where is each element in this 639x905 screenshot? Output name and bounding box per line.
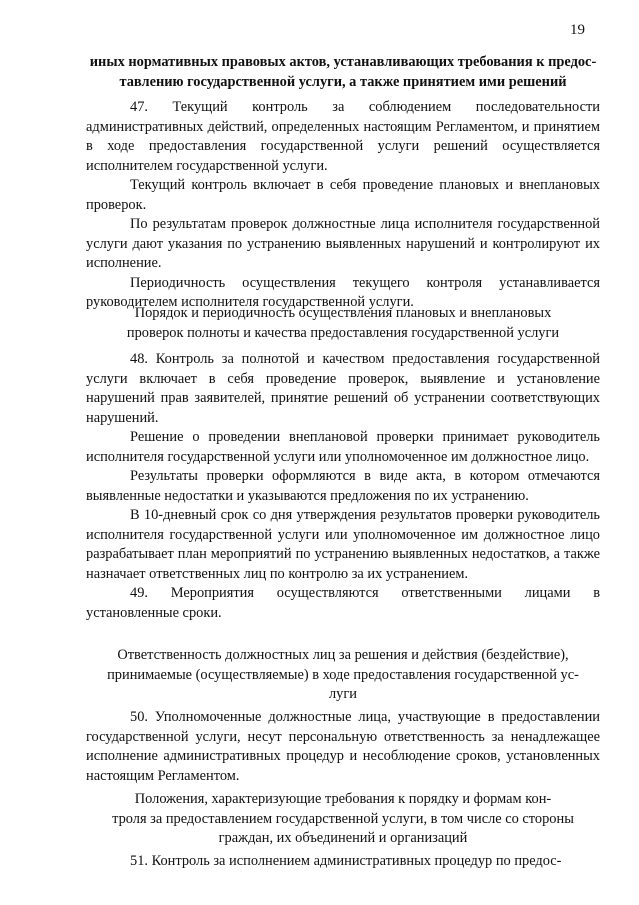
paragraph: Текущий контроль включает в себя проведение плановых и внеплановых проверок. bbox=[86, 177, 600, 213]
section-heading bbox=[86, 790, 600, 849]
section-47 bbox=[86, 98, 600, 313]
paragraph: 50. Уполномоченные должностные лица, участвующие в предоставлении государственной услуги, несут персональную ответственность за ненадлежащее исполнение административных процедур и несоблюдение сроков, установленных настоящим Регламентом. bbox=[86, 709, 600, 784]
continuation-line: тавлению государственной услуги, а также принятием ими решений bbox=[119, 73, 567, 90]
paragraph: В 10-дневный срок со дня утверждения результатов проверки руководитель исполнителя государственной услуги или уполномоченное им должностное лицо разрабатывает план мероприятий по устранению выявленных недостатков, а также назначает ответственных лиц по контролю за их устранением. bbox=[86, 507, 600, 582]
heading-line: проверок полноты и качества предоставления государственной услуги bbox=[126, 324, 560, 341]
paragraph: Результаты проверки оформляются в виде акта, в котором отмечаются выявленные недостатки и указываются предложения по их устранению. bbox=[86, 468, 600, 504]
section-heading bbox=[86, 304, 600, 343]
section-50 bbox=[86, 708, 600, 786]
paragraph: 47. Текущий контроль за соблюдением последовательности административных действий, определенных настоящим Регламентом, и принятием в ходе предоставления государственной услуги решений осуществляется исполнителем государственной услуги. bbox=[86, 99, 600, 174]
paragraph: Решение о проведении внеплановой проверки принимает руководитель исполнителя государственной услуги или уполномоченное им должностное лицо. bbox=[86, 429, 600, 465]
heading-line: Ответственность должностных лиц за решения и действия (бездействие), bbox=[117, 647, 569, 663]
paragraph: Периодичность осуществления текущего контроля устанавливается руководителем исполнителя государственной услуги. bbox=[86, 274, 600, 310]
page-number: 19 bbox=[570, 22, 585, 38]
continuation-line: иных нормативных правовых актов, устанавливающих требования к предос- bbox=[89, 54, 597, 70]
paragraph: По результатам проверок должностные лица исполнителя государственной услуги дают указания по устранению выявленных нарушений и контролируют их исполнение. bbox=[86, 216, 600, 271]
heading-line: принимаемые (осуществляемые) в ходе предоставления государственной ус- bbox=[107, 666, 579, 683]
continuation-text bbox=[86, 53, 600, 92]
heading-line: Порядок и периодичность осуществления плановых и внеплановых bbox=[134, 305, 552, 321]
paragraph: 51. Контроль за исполнением административных процедур по предос- bbox=[130, 853, 562, 869]
section-51 bbox=[86, 852, 600, 872]
heading-line: луги bbox=[329, 686, 357, 702]
heading-line: Положения, характеризующие требования к порядку и формам кон- bbox=[134, 791, 552, 807]
heading-line: граждан, их объединений и организаций bbox=[218, 830, 468, 846]
heading-line: троля за предоставлением государственной услуги, в том числе со стороны bbox=[112, 810, 574, 827]
section-heading bbox=[86, 646, 600, 705]
section-48 bbox=[86, 350, 600, 623]
paragraph: 49. Мероприятия осуществляются ответственными лицами в установленные сроки. bbox=[86, 585, 600, 621]
paragraph: 48. Контроль за полнотой и качеством предоставления государственной услуги включает в себя проведение проверок, выявление и установление нарушений прав заявителей, принятие решений об устранении соответствующих нарушений. bbox=[86, 351, 600, 426]
